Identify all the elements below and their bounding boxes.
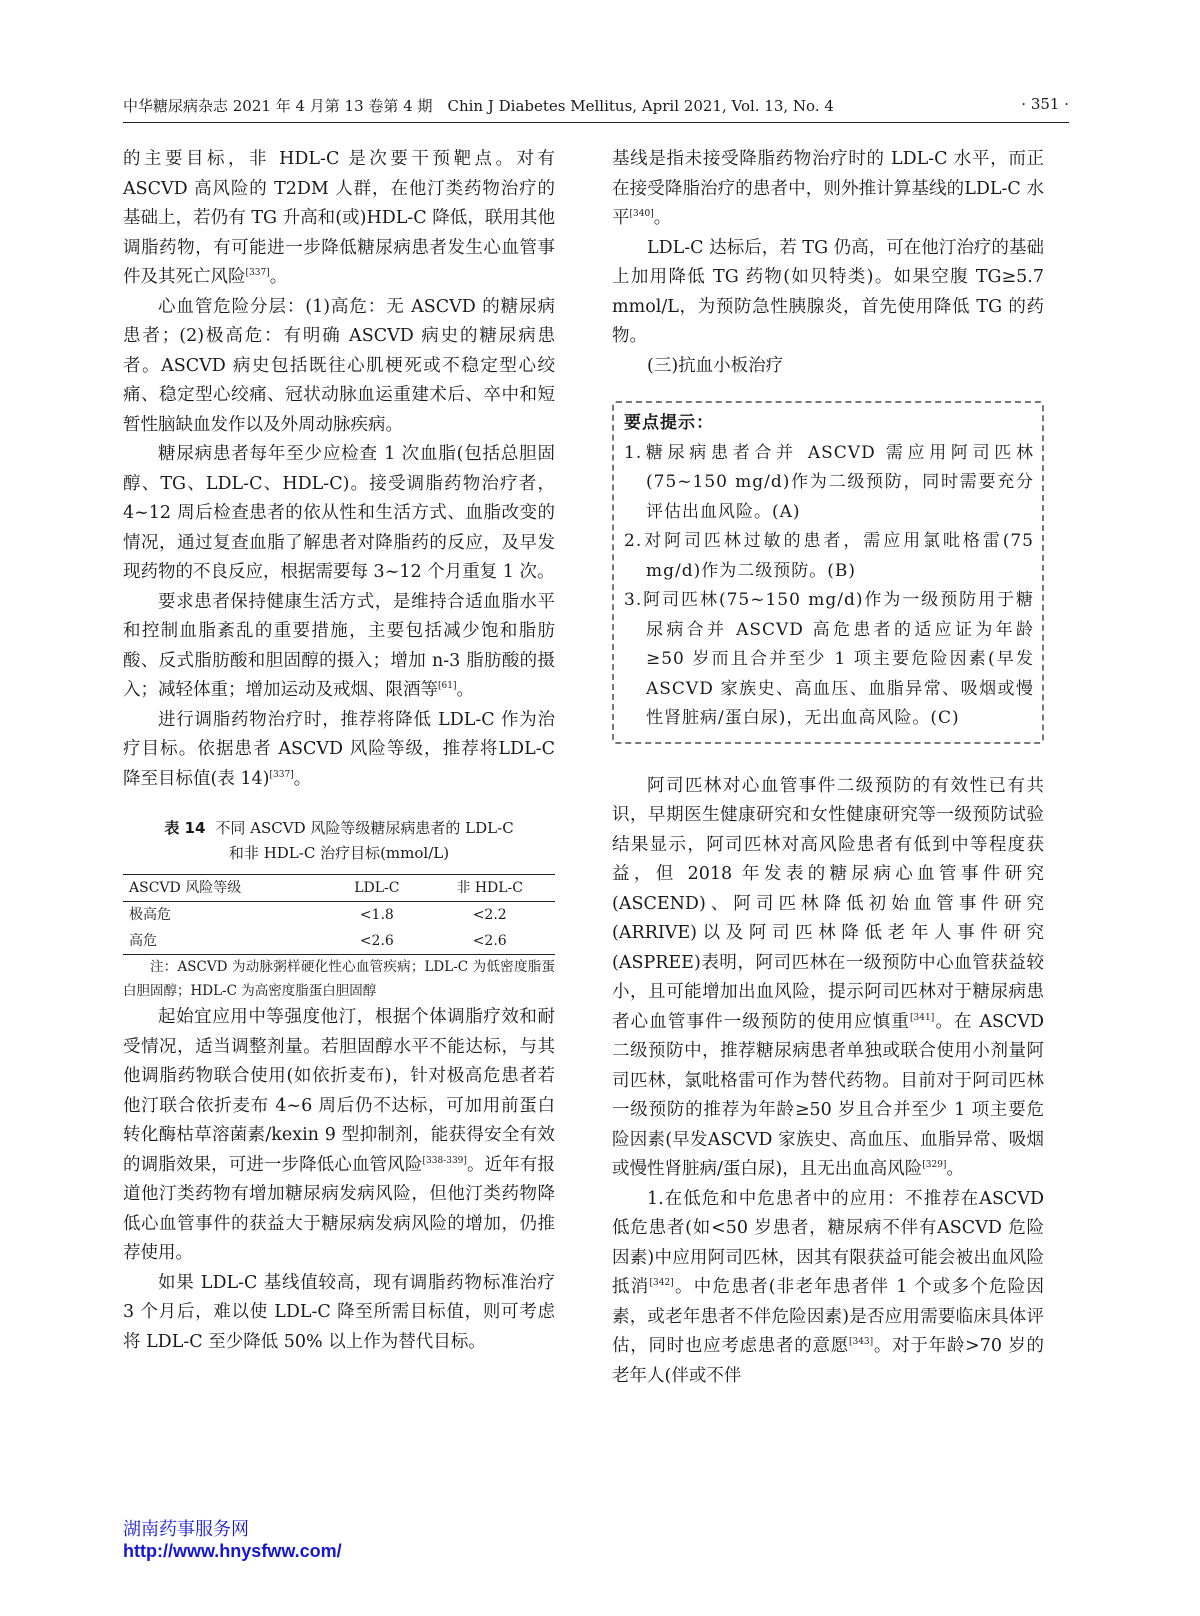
paragraph-text: 。 (269, 267, 288, 287)
journal-citation: 中华糖尿病杂志 2021 年 4 月第 13 卷第 4 期 Chin J Diabetes Mellitus, April 2021, Vol. 13, No. 4 (123, 97, 834, 115)
watermark-url[interactable]: http://www.hnysfww.com/ (123, 1541, 342, 1561)
paragraph (612, 1185, 1044, 1392)
ldl-target-table (123, 874, 555, 955)
table-cell: 高危 (129, 933, 157, 949)
table-header-cell: 非 HDL-C (456, 880, 523, 896)
running-header (123, 95, 1069, 117)
paragraph (123, 588, 555, 706)
citation-ref: [338-339] (422, 1155, 467, 1166)
table-header-row (123, 875, 555, 902)
paragraph: LDL-C 达标后，若 TG 仍高，可在他汀治疗的基础上加用降低 TG 药物(如贝特类)。如果空腹 TG≥5.7 mmol/L，为预防急性胰腺炎，首先使用降低 TG 的药物。 (612, 237, 1044, 346)
paragraph-text: 要求患者保持健康生活方式，是维持合适血脂水平和控制血脂紊乱的重要措施，主要包括减少饱和脂肪酸、反式脂肪酸和胆固醇的摄入；增加 n-3 脂肪酸的摄入；减轻体重；增加运动及戒烟、限酒等 (123, 591, 555, 700)
paragraph-text: 进行调脂药物治疗时，推荐将降低 LDL-C 作为治疗目标。依据患者 ASCVD 风险等级，推荐将LDL-C 降至目标值(表 14) (123, 709, 555, 789)
table-note: 注：ASCVD 为动脉粥样硬化性心血管疾病；LDL-C 为低密度脂蛋白胆固醇；HDL-C 为高密度脂蛋白胆固醇 (123, 959, 555, 999)
paragraph: 如果 LDL-C 基线值较高，现有调脂药物标准治疗 3 个月后，难以使 LDL-C 降至所需目标值，则可考虑将 LDL-C 至少降低 50% 以上作为替代目标。 (123, 1272, 555, 1352)
paragraph-text: 。 (456, 680, 474, 700)
citation-ref: [337] (245, 268, 270, 278)
key-points-title: 要点提示： (624, 413, 714, 433)
table-caption (123, 816, 555, 866)
table-caption-line: 和非 HDL-C 治疗目标(mmol/L) (228, 844, 450, 862)
table-cell: <1.8 (359, 907, 394, 923)
citation-ref: [61] (438, 681, 457, 691)
table-cell: <2.2 (472, 907, 507, 923)
paragraph-text: 。近年有报道他汀类药物有增加糖尿病发病风险，但他汀类药物降低心血管事件的获益大于糖尿病发病风险的增加，仍推荐使用。 (123, 1154, 556, 1263)
paragraph-text: 。 (293, 768, 312, 789)
right-column (612, 145, 1044, 1391)
watermark-site-name: 湖南药事服务网 (123, 1519, 249, 1539)
left-column (123, 145, 555, 1357)
key-point-item: 3.阿司匹林(75~150 mg/d)作为一级预防用于糖尿病合并 ASCVD 高危患者的适应证为年龄≥50 岁而且合并至少 1 项主要危险因素(早发ASCVD 家族史、高血压、血脂异常、吸烟或慢性肾脏病/蛋白尿)，无出血高风险。(C) (624, 590, 1034, 728)
table-caption-line: 不同 ASCVD 风险等级糖尿病患者的 LDL-C (215, 819, 514, 837)
paragraph (612, 145, 1044, 234)
paragraph-text: 。在 ASCVD 二级预防中，推荐糖尿病患者单独或联合使用小剂量阿司匹林，氯吡格雷可作为替代药物。目前对于阿司匹林一级预防的推荐为年龄≥50 岁且合并至少 1 项主要危险因素(早发ASCVD 家族史、高血压、血脂异常、吸烟或慢性肾脏病/蛋白尿)，且无出血高风险 (612, 1011, 1045, 1179)
key-point-item: 1.糖尿病患者合并 ASCVD 需应用阿司匹林(75~150 mg/d)作为二级预防，同时需要充分评估出血风险。(A) (624, 442, 1034, 522)
paragraph (123, 145, 555, 293)
citation-ref: [329] (922, 1160, 947, 1170)
citation-ref: [342] (649, 1278, 674, 1288)
citation-ref: [337] (269, 769, 294, 780)
paragraph-text: 的主要目标，非 HDL-C 是次要干预靶点。对有ASCVD 高风险的 T2DM 人群，在他汀类药物治疗的基础上，若仍有 TG 升高和(或)HDL-C 降低，联用其他调脂药物，有可能进一步降低糖尿病患者发生心血管事件及其死亡风险 (123, 149, 555, 287)
paragraph (612, 772, 1044, 1185)
paragraph: 心血管危险分层：(1)高危：无 ASCVD 的糖尿病患者；(2)极高危：有明确 ASCVD 病史的糖尿病患者。ASCVD 病史包括既往心肌梗死或不稳定型心绞痛、稳定型心绞痛、冠状动脉血运重建术后、卒中和短暂性脑缺血发作以及外周动脉疾病。 (123, 296, 555, 435)
section-heading: (三)抗血小板治疗 (647, 355, 784, 376)
citation-ref: [343] (848, 1337, 874, 1347)
paragraph (123, 1003, 555, 1269)
citation-ref: [341] (910, 1012, 935, 1023)
paragraph-text: 阿司匹林对心血管事件二级预防的有效性已有共识，早期医生健康研究和女性健康研究等一级预防试验结果显示，阿司匹林对高风险患者有低到中等程度获益，但 2018 年发表的糖尿病心血管事件研究(ASCEND)、阿司匹林降低初始血管事件研究(ARRIVE)以及阿司匹林降低老年人事件研究(ASPREE)表明，阿司匹林在一级预防中心血管获益较小，且可能增加出血风险，提示阿司匹林对于糖尿病患者心血管事件一级预防的使用应慎重 (612, 775, 1044, 1032)
citation-ref: [340] (629, 209, 654, 219)
paragraph (123, 706, 555, 795)
key-points-box (612, 401, 1044, 744)
paragraph-text: 。对于年龄>70 岁的老年人(伴或不伴 (612, 1336, 1044, 1386)
page-number: · 351 · (1021, 95, 1069, 113)
watermark (123, 1518, 342, 1562)
table-cell: <2.6 (472, 933, 507, 949)
table-cell: 极高危 (129, 907, 171, 923)
table-header-cell: ASCVD 风险等级 (129, 880, 242, 896)
table-label: 表 14 (164, 819, 206, 837)
paragraph-text: 。 (653, 208, 672, 228)
key-point-item: 2.对阿司匹林过敏的患者，需应用氯吡格雷(75 mg/d)作为二级预防。(B) (624, 531, 1034, 581)
header-rule (123, 122, 1069, 123)
paragraph-text: 1.在低危和中危患者中的应用：不推荐在ASCVD 低危患者(如<50 岁患者，糖尿病不伴有ASCVD 危险因素)中应用阿司匹林，因其有限获益可能会被出血风险抵消 (612, 1188, 1044, 1297)
paragraph-text: 基线是指未接受降脂药物治疗时的 LDL-C 水平，而正在接受降脂治疗的患者中，则外推计算基线的LDL-C 水平 (612, 149, 1044, 228)
paragraph-text: 。中危患者(非老年患者伴 1 个或多个危险因素，或老年患者不伴危险因素)是否应用需要临床具体评估，同时也应考虑患者的意愿 (612, 1277, 1044, 1356)
table-cell: <2.6 (359, 933, 394, 949)
table-row (123, 902, 555, 929)
paragraph-text: 。 (946, 1159, 964, 1179)
paragraph: 糖尿病患者每年至少应检查 1 次血脂(包括总胆固醇、TG、LDL-C、HDL-C)。接受调脂药物治疗者，4~12 周后检查患者的依从性和生活方式、血脂改变的情况，通过复查血脂了解患者对降脂药的反应，及早发现药物的不良反应，根据需要每 3~12 个月重复 1 次。 (123, 444, 555, 582)
paragraph-text: 起始宜应用中等强度他汀，根据个体调脂疗效和耐受情况，适当调整剂量。若胆固醇水平不能达标，与其他调脂药物联合使用(如依折麦布)，针对极高危患者若他汀联合依折麦布 4~6 周后仍不达标，可加用前蛋白转化酶枯草溶菌素/kexin 9 型抑制剂，能获得安全有效的调脂效果，可进一步降低心血管风险 (123, 1007, 555, 1175)
table-row (123, 928, 555, 955)
table-header-cell: LDL-C (354, 880, 400, 896)
